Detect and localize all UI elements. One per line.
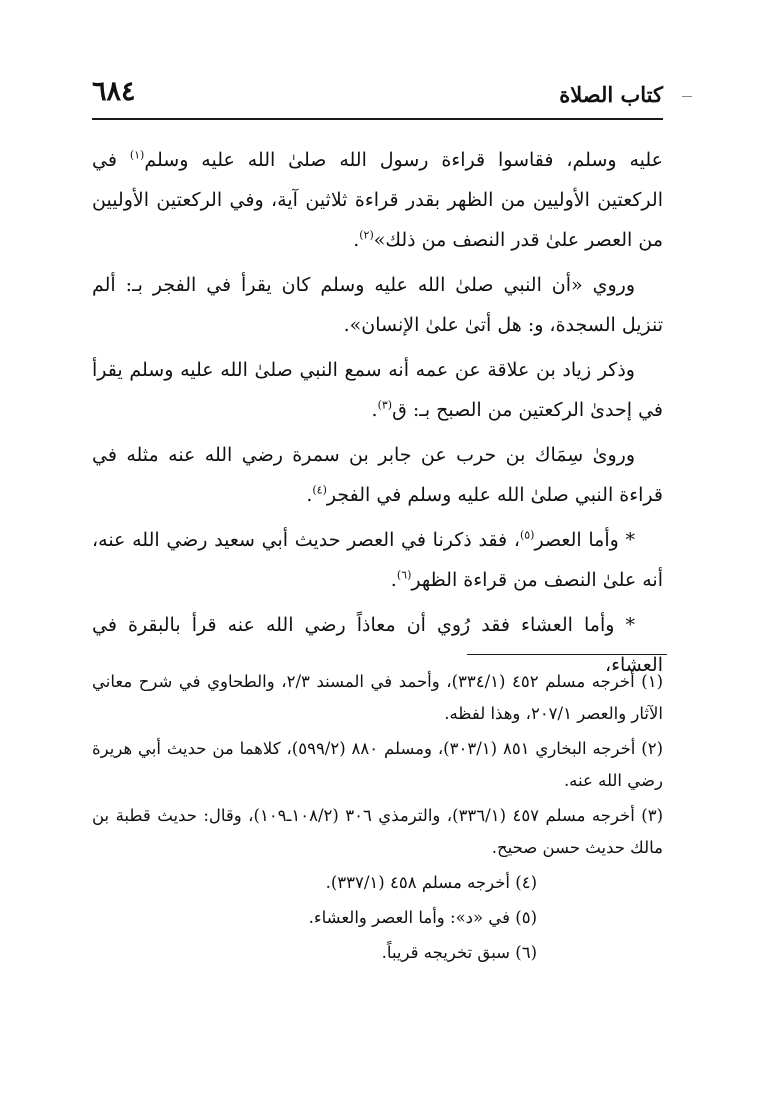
footnote-ref: (٦) [396,568,412,582]
chapter-title: كتاب الصلاة [559,82,663,107]
footnote-ref: (٤) [312,483,327,497]
footnote-ref: (٢) [359,228,374,242]
footnote-separator [467,654,667,655]
margin-tick [682,96,692,97]
paragraph: وذكر زياد بن علاقة عن عمه أنه سمع النبي صلىٰ الله عليه وسلم يقرأ في إحدىٰ الركعتين من الصبح بـ: ق$^{(٣)}$. [92,359,663,421]
footnote-ref: (١) [129,148,145,162]
main-text [92,140,663,690]
footnote-ref: (٥) [519,528,535,542]
paragraph: وروي «أن النبي صلىٰ الله عليه وسلم كان يقرأ في الفجر بـ: ألم تنزيل السجدة، و: هل أتىٰ علىٰ الإنسان». [92,274,663,336]
footnote: (٥) في «د»: وأما العصر والعشاء. [308,908,537,927]
footnote-ref: (٣) [377,398,393,412]
footnote: (٣) أخرجه مسلم ٤٥٧ (٣٣٦/١)، والترمذي ٣٠٦ (١٠٨/٢ـ١٠٩)، وقال: حديث قطبة بن مالك حديث حسن صحيح. [92,806,664,857]
paragraph: وروىٰ سِمَاك بن حرب عن جابر بن سمرة رضي الله عنه مثله في قراءة النبي صلىٰ الله عليه وسلم في الفجر$^{(٤)}$. [92,444,663,506]
footnote: (٦) سبق تخريجه قريباً. [381,943,537,962]
footnote: (١) أخرجه مسلم ٤٥٢ (٣٣٤/١)، وأحمد في المسند ٢/٣، والطحاوي في شرح معاني الآثار والعصر ٢٠٧/١، وهذا لفظه. [92,672,663,723]
paragraph: * وأما العصر$^{(٥)}$، فقد ذكرنا في العصر حديث أبي سعيد رضي الله عنه، أنه علىٰ النصف من قراءة الظهر$^{(٦)}$. [92,528,663,591]
footnote: (٢) أخرجه البخاري ٨٥١ (٣٠٣/١)، ومسلم ٨٨٠ (٥٩٩/٢)، كلاهما من حديث أبي هريرة رضي الله عنه. [92,739,663,790]
header-rule [92,118,663,120]
page-number: ٦٨٤ [92,76,136,107]
running-header [92,76,663,120]
footnote: (٤) أخرجه مسلم ٤٥٨ (٣٣٧/١). [325,873,537,892]
paragraph: * وأما العشاء فقد رُوي أن معاذاً رضي الله عنه قرأ بالبقرة في العشاء، [92,614,663,676]
footnotes [92,666,663,972]
paragraph: عليه وسلم، فقاسوا قراءة رسول الله صلىٰ الله عليه وسلم$^{(١)}$ في الركعتين الأوليين من الظهر بقدر قراءة ثلاثين آية، وفي الركعتين الأوليين من العصر علىٰ قدر النصف من ذلك»$^{(٢)}$. [92,148,664,251]
